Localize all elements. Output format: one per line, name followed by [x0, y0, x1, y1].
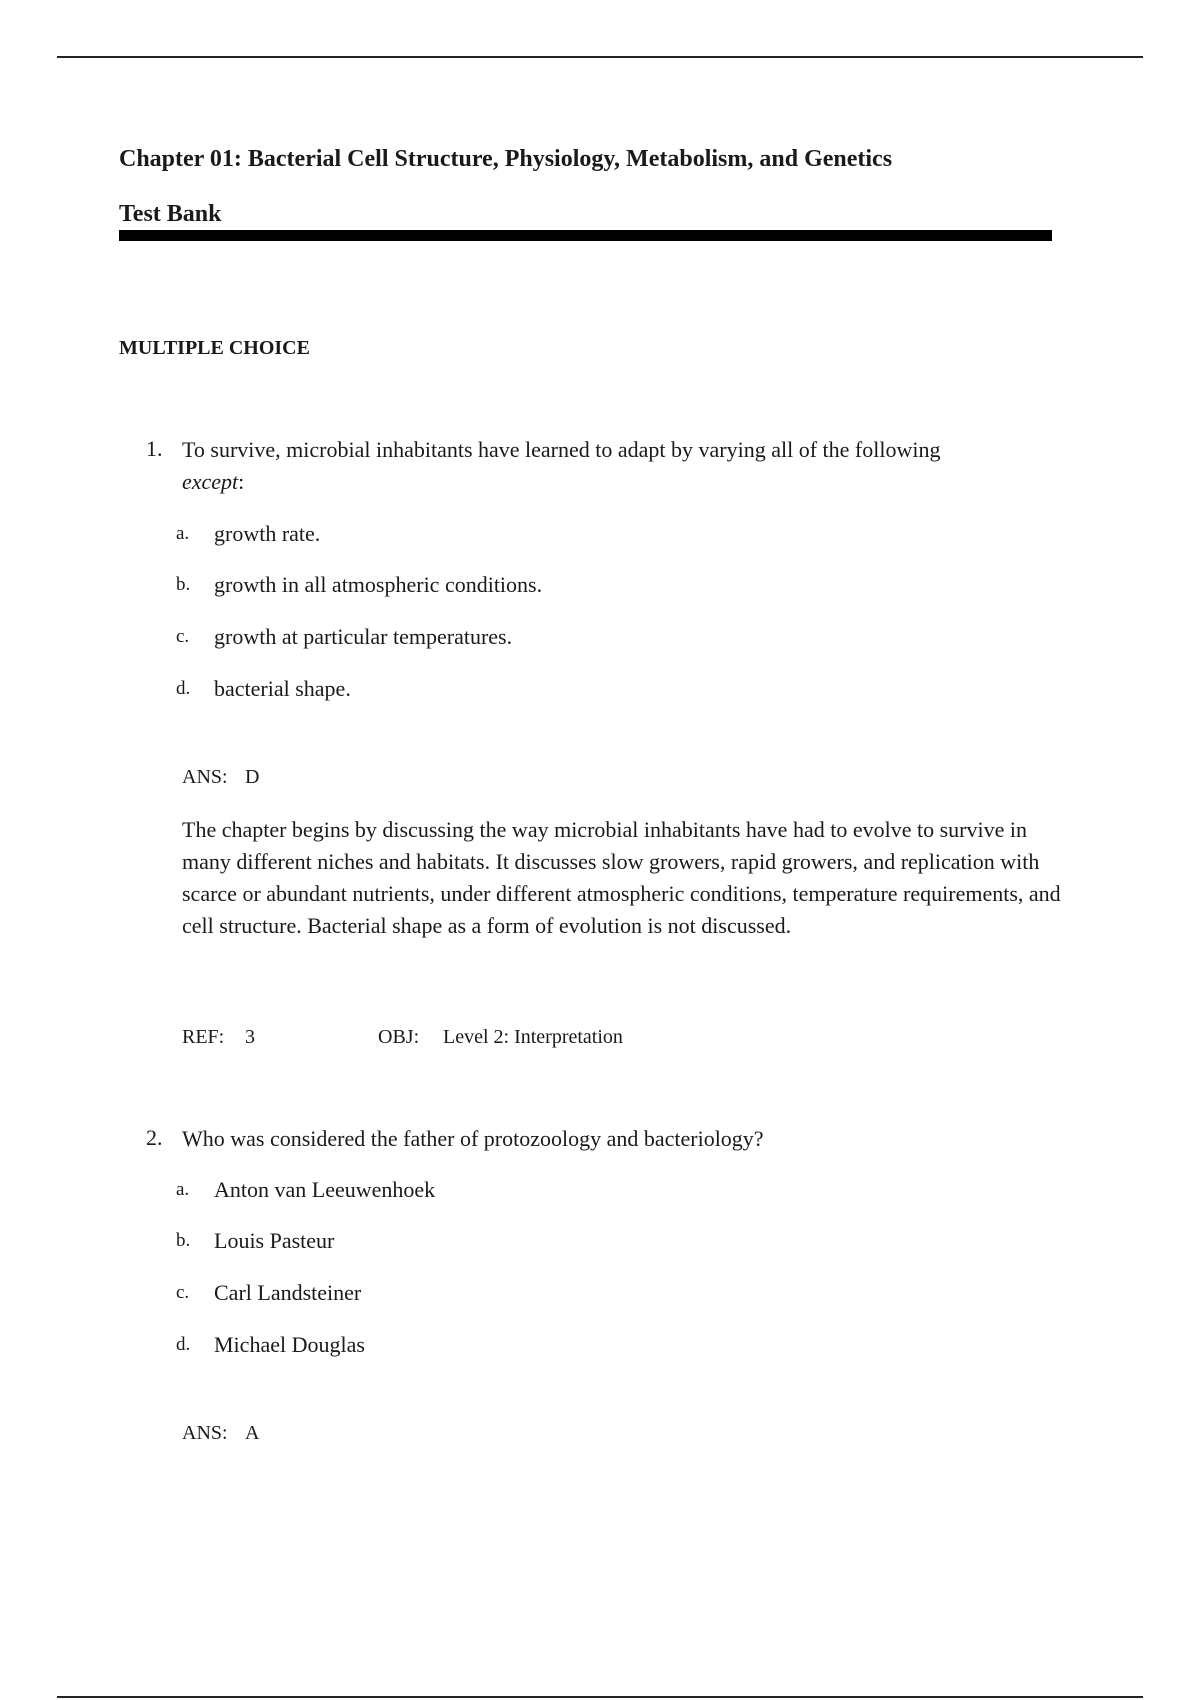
option-letter: d. — [176, 678, 191, 699]
question-number: 2. — [146, 1125, 163, 1150]
option-letter: b. — [176, 574, 191, 595]
question-stem-end: : — [238, 469, 245, 494]
question-stem-main: Who was considered the father of protozoology and bacteriology? — [182, 1126, 764, 1151]
option-text: growth rate. — [214, 521, 321, 546]
option-text: growth at particular temperatures. — [214, 624, 513, 649]
option-text: Anton van Leeuwenhoek — [214, 1177, 436, 1202]
test-bank-subtitle: Test Bank — [119, 201, 222, 227]
option-letter: a. — [176, 523, 190, 544]
bottom-page-rule — [57, 1696, 1143, 1698]
option-letter: c. — [176, 626, 190, 647]
answer-label: ANS: — [182, 1422, 228, 1444]
question-number: 1. — [146, 436, 163, 461]
option-text: growth in all atmospheric conditions. — [214, 572, 543, 597]
objective-value: Level 2: Interpretation — [443, 1026, 623, 1048]
answer-value: A — [245, 1422, 260, 1444]
option-letter: a. — [176, 1179, 190, 1200]
question-stem — [182, 1123, 1052, 1155]
title-divider — [119, 230, 1052, 241]
option-text: bacterial shape. — [214, 676, 351, 701]
answer-explanation: The chapter begins by discussing the way microbial inhabitants have had to evolve to survive in many different niches and habitats. It discusses slow growers, rapid growers, and replication with scarce or abundant nutrients, under different atmospheric conditions, temperature requirements, and cell structure. Bacterial shape as a form of evolution is not discussed. — [182, 817, 1061, 938]
reference-value: 3 — [245, 1026, 255, 1048]
option-text: Louis Pasteur — [214, 1228, 335, 1253]
top-page-rule — [57, 56, 1143, 58]
reference-label: REF: — [182, 1026, 225, 1048]
chapter-title: Chapter 01: Bacterial Cell Structure, Physiology, Metabolism, and Genetics — [119, 146, 893, 172]
section-heading: MULTIPLE CHOICE — [119, 337, 310, 359]
answer-value: D — [245, 766, 260, 788]
option-letter: c. — [176, 1282, 190, 1303]
question-stem-main: To survive, microbial inhabitants have learned to adapt by varying all of the following — [182, 437, 941, 462]
option-text: Carl Landsteiner — [214, 1280, 362, 1305]
option-letter: d. — [176, 1334, 191, 1355]
option-letter: b. — [176, 1230, 191, 1251]
answer-label: ANS: — [182, 766, 228, 788]
option-text: Michael Douglas — [214, 1332, 365, 1357]
question-stem-emphasis: except — [182, 469, 239, 494]
objective-label: OBJ: — [378, 1026, 420, 1048]
question-stem — [182, 434, 1052, 498]
